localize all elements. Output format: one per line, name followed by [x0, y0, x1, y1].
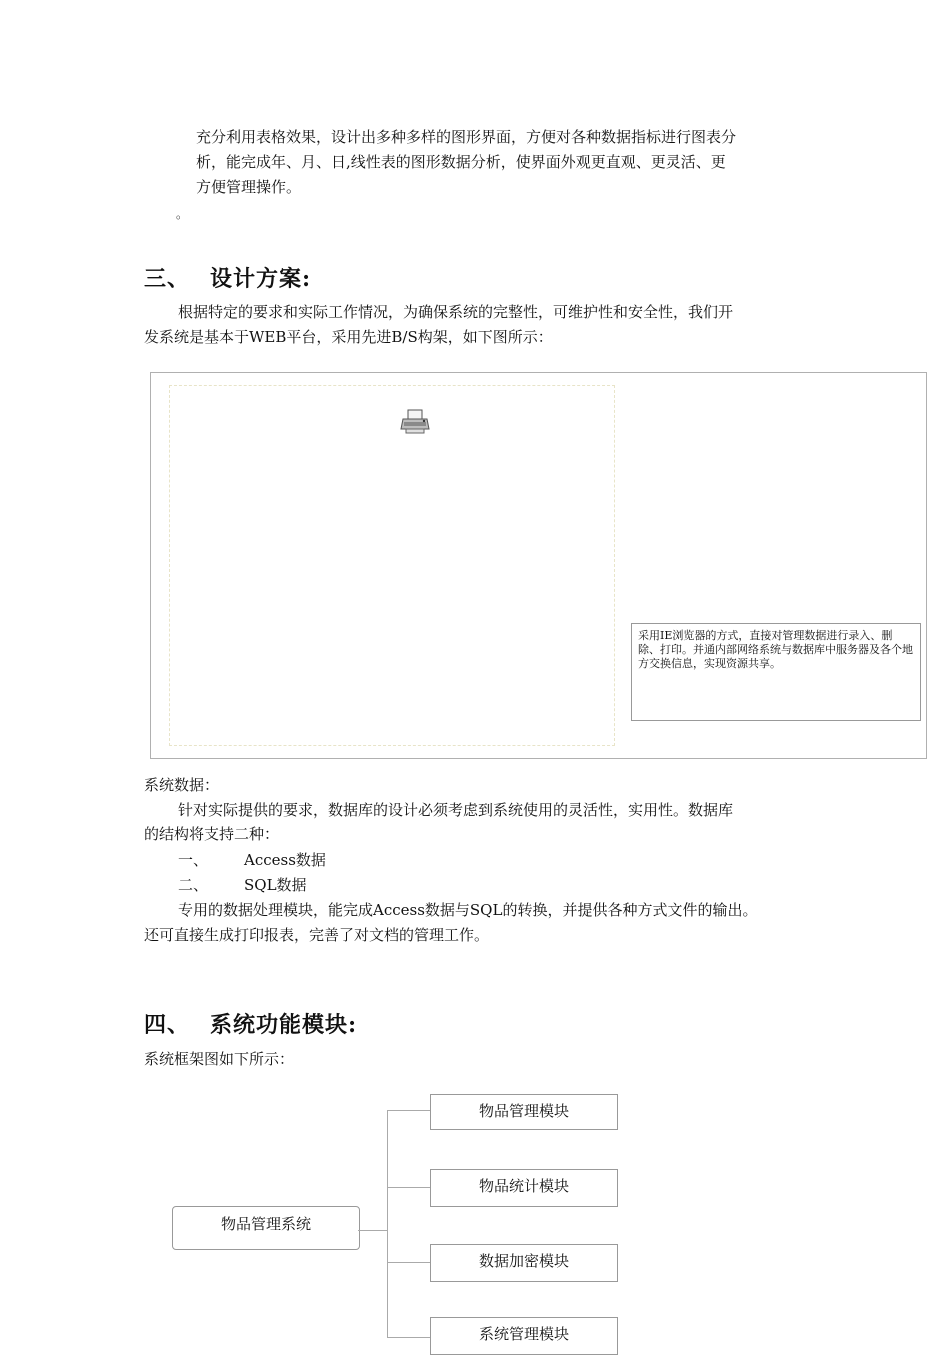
section-4-title: 系统功能模块: [210, 1012, 358, 1038]
tree-child-box: 系统管理模块 [430, 1317, 618, 1355]
tree-branch [387, 1110, 431, 1111]
section-3-p1-line-1: 根据特定的要求和实际工作情况，为确保系统的完整性，可维护性和安全性，我们开 [178, 303, 734, 321]
diagram-callout: 采用IE浏览器的方式，直接对管理数据进行录入、删除、打印。并通内部网络系统与数据库中服务器及各个地方交换信息，实现资源共享。 [631, 623, 921, 721]
intro-line-2: 析，能完成年、月、日,线性表的图形数据分析，使界面外观更直观、更灵活、更 [196, 153, 726, 171]
section-3-p3-line-2: 还可直接生成打印报表，完善了对文档的管理工作。 [144, 926, 490, 944]
section-3-heading [144, 262, 311, 293]
tree-child-box: 物品统计模块 [430, 1169, 618, 1207]
tree-trunk [387, 1110, 388, 1338]
list-item-text: Access数据 [244, 851, 326, 869]
diagram-canvas [169, 385, 615, 746]
tree-branch [387, 1262, 431, 1263]
stray-mark: 。 [176, 207, 189, 221]
tree-child-box: 数据加密模块 [430, 1244, 618, 1282]
list-item-number: 一、 [178, 851, 209, 869]
printer-icon [400, 408, 432, 436]
intro-line-3: 方便管理操作。 [196, 178, 302, 196]
list-item [178, 848, 326, 873]
intro-line-1: 充分利用表格效果，设计出多种多样的图形界面，方便对各种数据指标进行图表分 [196, 128, 737, 146]
section-4-number: 四、 [144, 1012, 191, 1038]
section-3-p2-line-1: 针对实际提供的要求，数据库的设计必须考虑到系统使用的灵活性，实用性。数据库 [178, 801, 734, 819]
architecture-diagram-frame [150, 372, 927, 759]
tree-root-box: 物品管理系统 [172, 1206, 360, 1250]
tree-branch [387, 1337, 431, 1338]
section-3-number: 三、 [144, 266, 191, 292]
section-3-title: 设计方案: [210, 266, 312, 292]
data-heading: 系统数据： [144, 776, 220, 794]
list-item-text: SQL数据 [244, 876, 307, 894]
list-item [178, 873, 307, 898]
tree-connector [358, 1230, 388, 1231]
section-3-p1-line-2: 发系统是基本于WEB平台，采用先进B/S构架，如下图所示： [144, 328, 553, 346]
section-3-p3-line-1: 专用的数据处理模块，能完成Access数据与SQL的转换，并提供各种方式文件的输出。 [178, 901, 758, 919]
tree-branch [387, 1187, 431, 1188]
tree-child-box: 物品管理模块 [430, 1094, 618, 1130]
list-item-number: 二、 [178, 876, 209, 894]
section-3-p2-line-2: 的结构将支持二种： [144, 825, 280, 843]
section-4-intro: 系统框架图如下所示： [144, 1050, 295, 1068]
section-4-heading [144, 1008, 357, 1039]
